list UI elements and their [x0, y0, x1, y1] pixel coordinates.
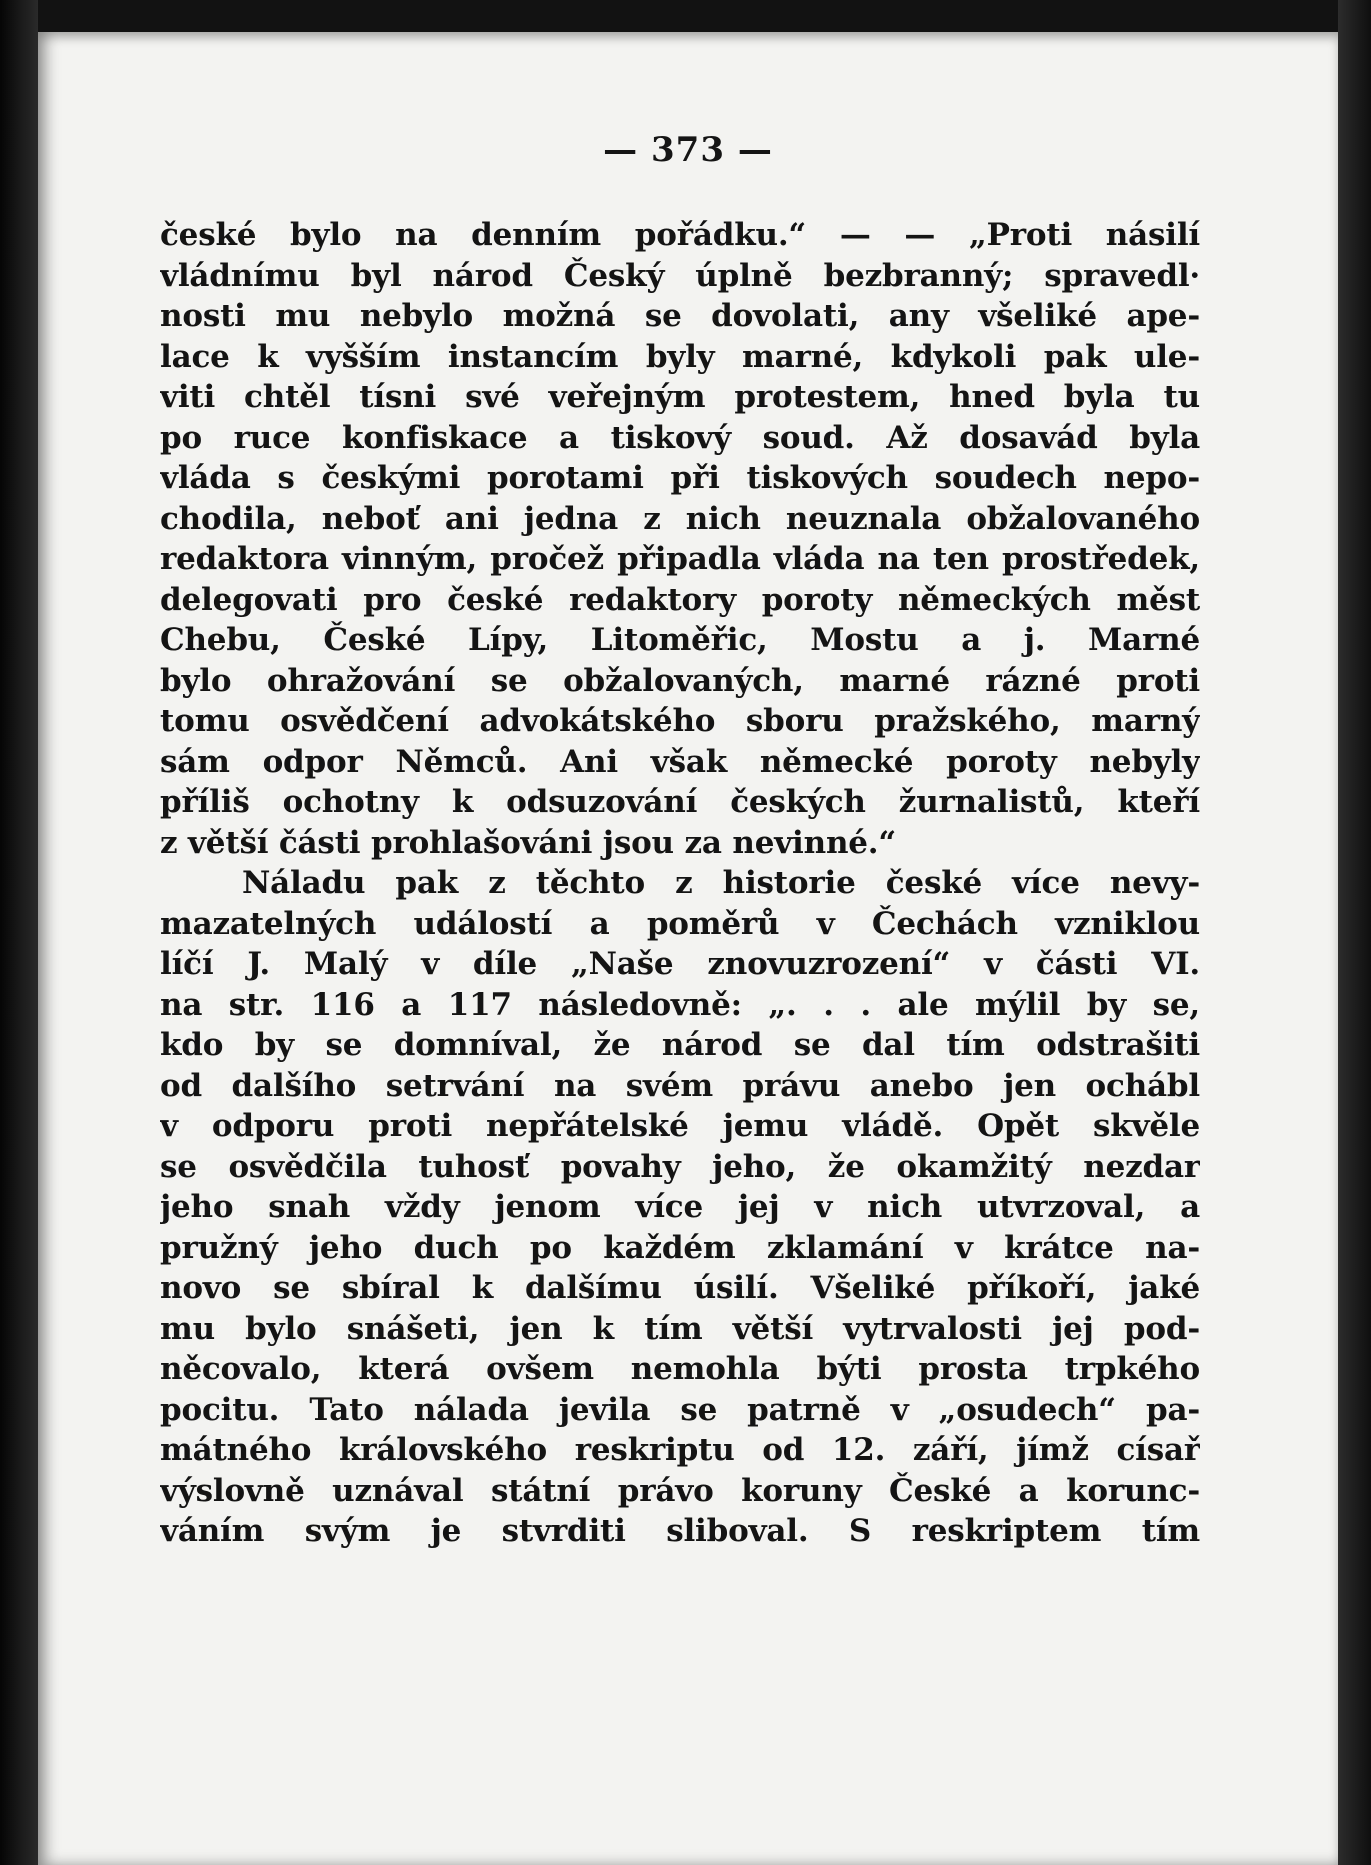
text-line: vládnímu byl národ Český úplně bezbranný; spravedl·: [160, 257, 1200, 294]
text-line: lace k vyšším instancím byly marné, kdykoli pak ule-: [160, 338, 1200, 375]
text-line: vláda s českými porotami při tiskových soudech nepo-: [160, 460, 1200, 496]
text-line: nosti mu nebylo možná se dovolati, any všeliké ape-: [160, 298, 1200, 334]
text-line: jeho snah vždy jenom více jej v nich utvrzoval, a: [160, 1189, 1200, 1225]
text-line: sám odpor Němců. Ani však německé poroty nebyly: [160, 743, 1200, 780]
text-line: české bylo na denním pořádku.“ — — „Proti násilí: [160, 217, 1200, 253]
page-edge-shadow: [1338, 0, 1371, 1865]
text-line: mátného královského reskriptu od 12. září, jímž císař: [160, 1432, 1200, 1468]
text-line: něcovalo, která ovšem nemohla býti prosta trpkého: [160, 1351, 1200, 1387]
text-line: na str. 116 a 117 následovně: „. . . ale mýlil by se,: [160, 986, 1200, 1023]
text-line: z větší části prohlašováni jsou za nevinné.“: [160, 824, 897, 861]
text-line: mazatelných událostí a poměrů v Čechách vzniklou: [160, 905, 1200, 942]
text-line: chodila, neboť ani jedna z nich neuznala obžalovaného: [160, 500, 1200, 537]
text-line: váním svým je stvrditi sliboval. S reskriptem tím: [160, 1513, 1200, 1549]
body-text: [160, 215, 1200, 1552]
page-number: — 373 —: [603, 130, 773, 170]
text-line: mu bylo snášeti, jen k tím větší vytrvalosti jej pod-: [160, 1310, 1200, 1347]
text-line: viti chtěl tísni své veřejným protestem, hned byla tu: [160, 379, 1200, 415]
text-line: od dalšího setrvání na svém právu anebo jen ochábl: [160, 1067, 1200, 1104]
text-line: po ruce konfiskace a tiskový soud. Až dosavád byla: [160, 419, 1200, 456]
text-line: novo se sbíral k dalšímu úsilí. Všeliké příkoří, jaké: [160, 1270, 1200, 1306]
book-binding-shadow: [0, 0, 38, 1865]
text-line: bylo ohražování se obžalovaných, marné rázné proti: [160, 662, 1200, 699]
text-line: pružný jeho duch po každém zklamání v krátce na-: [160, 1229, 1200, 1266]
book-page: [38, 32, 1338, 1865]
text-line: redaktora vinným, pročež připadla vláda na ten prostředek,: [160, 541, 1200, 577]
text-line: příliš ochotny k odsuzování českých žurnalistů, kteří: [160, 784, 1200, 820]
text-line: se osvědčila tuhosť povahy jeho, že okamžitý nezdar: [160, 1148, 1200, 1185]
text-line: výslovně uznával státní právo koruny České a korunc-: [160, 1472, 1200, 1509]
text-line: Chebu, České Lípy, Litoměřic, Mostu a j. Marné: [160, 622, 1200, 658]
text-line: Náladu pak z těchto z historie české více nevy-: [242, 865, 1200, 901]
text-line: delegovati pro české redaktory poroty německých měst: [160, 581, 1200, 618]
text-line: líčí J. Malý v díle „Naše znovuzrození“ v části VI.: [160, 946, 1200, 982]
text-line: kdo by se domníval, že národ se dal tím odstrašiti: [160, 1027, 1200, 1063]
text-line: v odporu proti nepřátelské jemu vládě. Opět skvěle: [160, 1108, 1200, 1144]
text-line: pocitu. Tato nálada jevila se patrně v „osudech“ pa-: [160, 1391, 1200, 1428]
text-line: tomu osvědčení advokátského sboru pražského, marný: [160, 703, 1200, 739]
